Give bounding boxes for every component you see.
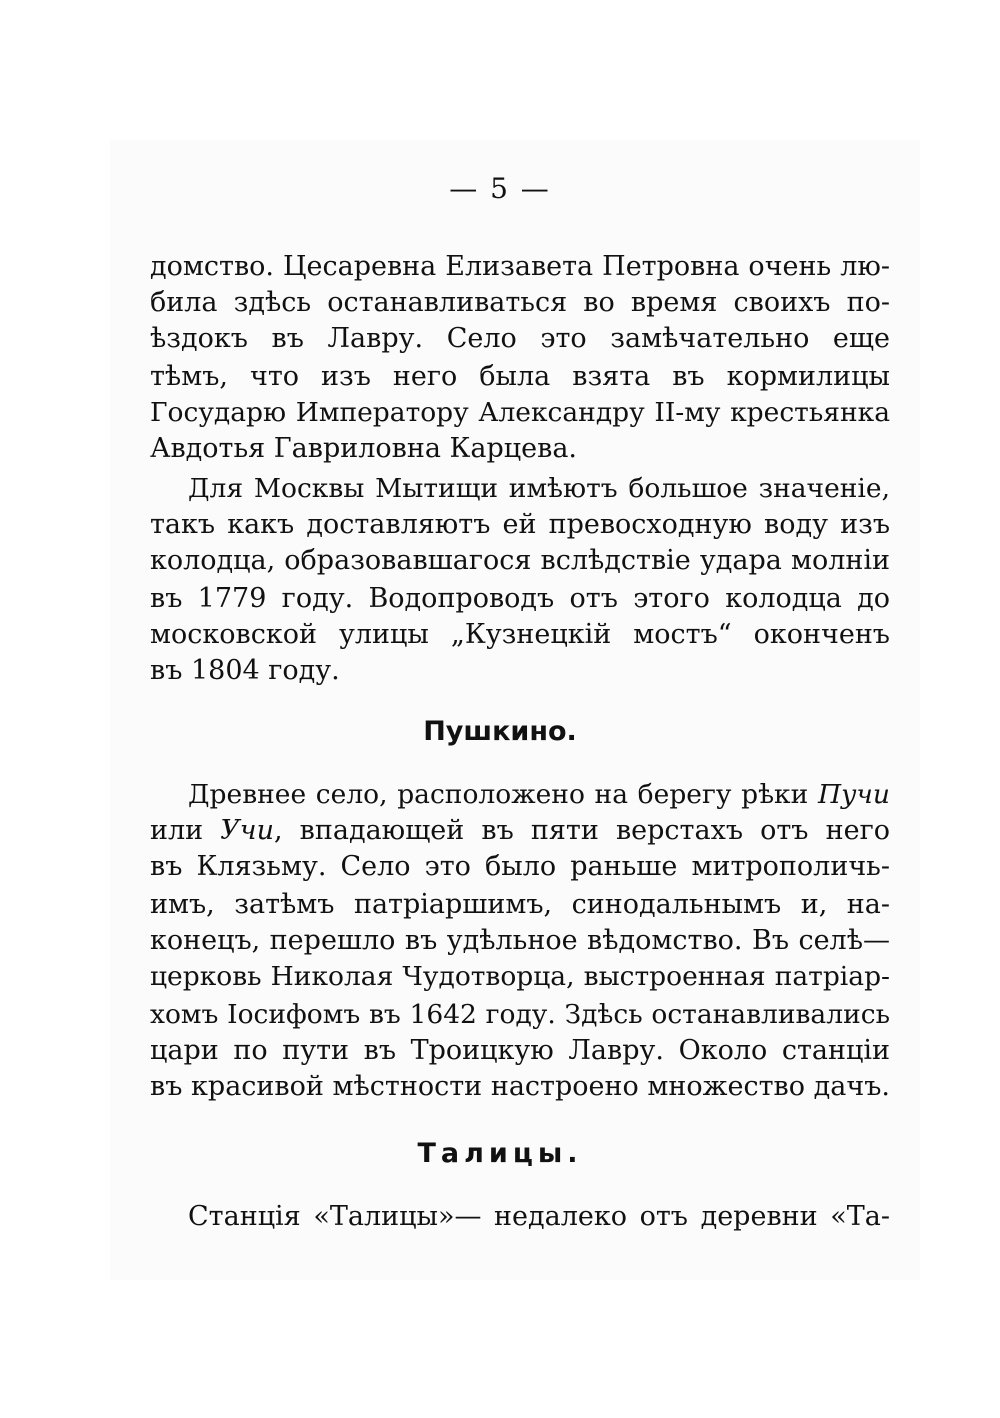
text-line: церковь Николая Чудотворца, выстроенная патрiар-: [150, 961, 890, 992]
text-line: била здѣсь останавливаться во время своихъ по-: [150, 287, 890, 318]
text-line: колодца, образовавшагося вслѣдствiе удара молнiи: [150, 545, 890, 576]
text-line: конецъ, перешло въ удѣльное вѣдомство. Въ селѣ—: [150, 925, 890, 956]
text-line: въ Клязьму. Село это было раньше митрополичь-: [150, 851, 890, 882]
text-line: тѣмъ, что изъ него была взята въ кормилицы: [150, 361, 890, 392]
text-line: хомъ Iосифомъ въ 1642 году. Здѣсь останавливались: [150, 999, 890, 1030]
text-line: или Учи, впадающей въ пяти верстахъ отъ него: [150, 815, 890, 846]
text-line: Древнее село, расположено на берегу рѣки Пучи: [188, 779, 890, 810]
text-line: имъ, затѣмъ патрiаршимъ, синодальнымъ и, на-: [150, 889, 890, 920]
text-line: ѣздокъ въ Лавру. Село это замѣчательно еще: [150, 323, 890, 354]
page-number: — 5 —: [449, 172, 551, 205]
section-heading-pushkino: Пушкино.: [423, 716, 577, 747]
text-line: такъ какъ доставляютъ ей превосходную воду изъ: [150, 509, 890, 540]
text-line: Государю Императору Александру II-му крестьянка: [150, 397, 890, 428]
text-line: Для Москвы Мытищи имѣютъ большое значенiе,: [188, 473, 890, 504]
text-line: въ 1804 году.: [150, 655, 340, 686]
text-line: въ красивой мѣстности настроено множество дачъ.: [150, 1071, 890, 1102]
text-line: Авдотья Гавриловна Карцева.: [150, 433, 578, 464]
text-line: въ 1779 году. Водопроводъ отъ этого колодца до: [150, 583, 890, 614]
text-line: Станцiя «Талицы»— недалеко отъ деревни «Та-: [188, 1201, 890, 1232]
section-heading-talitsy: Талицы.: [417, 1138, 583, 1169]
text-line: цари по пути въ Троицкую Лавру. Около станцiи: [150, 1035, 890, 1066]
text-line: домство. Цесаревна Елизавета Петровна очень лю-: [150, 251, 890, 282]
text-line: московской улицы „Кузнецкiй мостъ“ оконченъ: [150, 619, 890, 650]
